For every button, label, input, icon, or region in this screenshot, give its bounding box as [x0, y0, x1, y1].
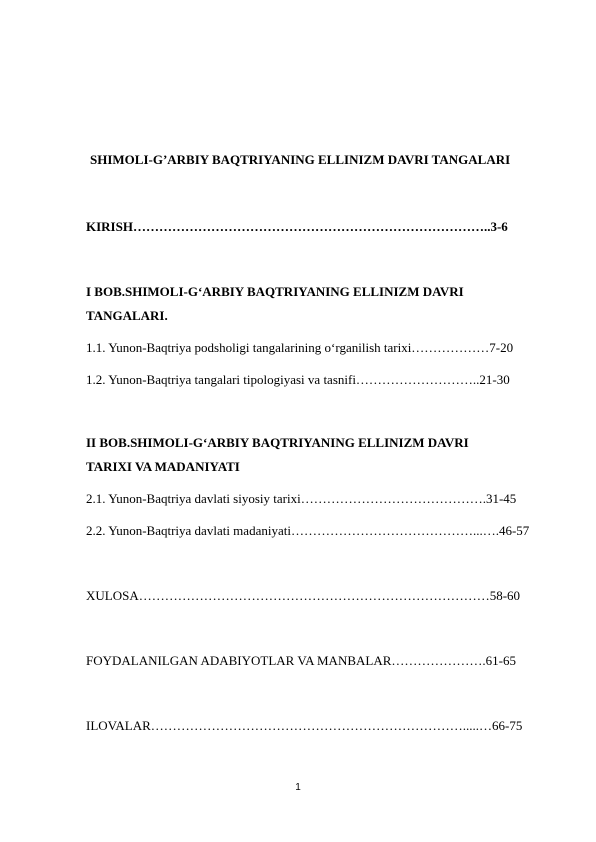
toc-item-2-1: 2.1. Yunon-Baqtriya davlati siyosiy tarixi…………………………………….31-45	[86, 491, 517, 506]
toc-item-2-2: 2.2. Yunon-Baqtriya davlati madaniyati……………………………………...….46-57	[86, 523, 530, 538]
toc-chapter2-heading-line2: TARIXI VA MADANIYATI	[86, 459, 240, 474]
document-title: SHIMOLI-G’ARBIY BAQTRIYANING ELLINIZM DAVRI TANGALARI	[90, 152, 511, 167]
toc-foydalanilgan: FOYDALANILGAN ADABIYOTLAR VA MANBALAR………………….61-65	[86, 653, 516, 668]
toc-chapter1-heading-line2: TANGALARI.	[86, 308, 168, 323]
toc-item-1-1: 1.1. Yunon-Baqtriya podsholigi tangalarining o‘rganilish tarixi………………7-20	[86, 340, 514, 355]
page-number: 1	[295, 782, 301, 793]
toc-chapter2-heading-line1: II BOB.SHIMOLI-G‘ARBIY BAQTRIYANING ELLINIZM DAVRI	[86, 435, 469, 450]
toc-item-1-2: 1.2. Yunon-Baqtriya tangalari tipologiyasi va tasnifi………………………..21-30	[86, 372, 510, 387]
toc-xulosa: XULOSA………………………………………………………………………58-60	[86, 588, 521, 603]
toc-chapter1-heading-line1: I BOB.SHIMOLI-G‘ARBIY BAQTRIYANING ELLINIZM DAVRI	[86, 284, 464, 299]
toc-ilovalar: ILOVALAR……………………………………………………………….....…66-75	[86, 718, 523, 733]
toc-kirish: KIRISH………………………………………………………………………..3-6	[86, 219, 508, 234]
